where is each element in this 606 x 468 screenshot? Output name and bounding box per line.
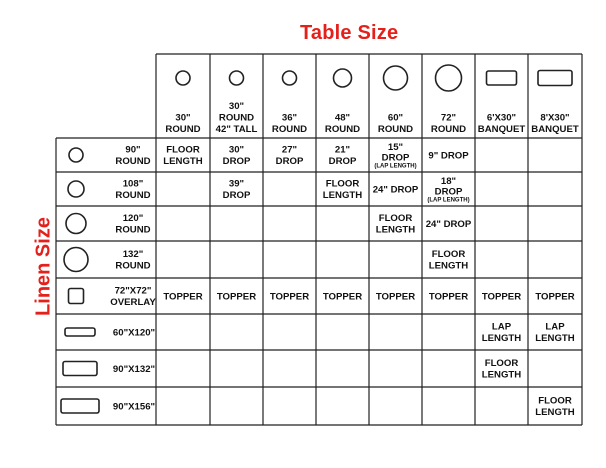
round-linen-icon bbox=[64, 248, 88, 272]
cell-value: 39" bbox=[228, 178, 245, 190]
column-header-label: 36" bbox=[281, 112, 298, 124]
cell-value: DROP bbox=[381, 152, 410, 164]
column-header-label: BANQUET bbox=[477, 124, 526, 135]
banquet-table-icon bbox=[538, 71, 572, 86]
rectangle-linen-icon bbox=[61, 399, 99, 413]
cell-note: (LAP LENGTH) bbox=[427, 197, 470, 204]
row-label: OVERLAY bbox=[110, 297, 156, 309]
round-linen-icon bbox=[68, 181, 84, 197]
row-label: 90" bbox=[125, 144, 141, 156]
cell-value: FLOOR bbox=[431, 249, 466, 261]
cell-value: TOPPER bbox=[428, 291, 469, 303]
column-header-label: 6'X30" bbox=[486, 112, 517, 124]
small-round-table-icon bbox=[283, 71, 297, 85]
square-overlay-icon bbox=[69, 289, 84, 304]
column-header-label: 60" bbox=[387, 112, 404, 124]
cell-value: LENGTH bbox=[322, 190, 363, 202]
banquet-table-icon bbox=[487, 71, 517, 85]
cell-value: TOPPER bbox=[216, 291, 257, 303]
cell-value: TOPPER bbox=[269, 291, 310, 303]
round-linen-icon bbox=[66, 214, 86, 234]
row-label: ROUND bbox=[115, 224, 151, 236]
column-header-label: 30" bbox=[228, 101, 245, 112]
row-label: ROUND bbox=[115, 156, 151, 168]
column-header-label: 8'X30" bbox=[540, 112, 570, 124]
cell-value: LENGTH bbox=[481, 369, 522, 381]
cell-note: (LAP LENGTH) bbox=[374, 163, 417, 170]
column-header-label: ROUND bbox=[165, 124, 201, 135]
small-round-table-icon bbox=[176, 71, 190, 85]
cell-value: DROP bbox=[275, 156, 304, 168]
large-round-table-icon bbox=[384, 66, 408, 90]
column-header-label: 42" TALL bbox=[215, 124, 258, 135]
cell-value: DROP bbox=[328, 156, 357, 168]
column-header-label: ROUND bbox=[324, 124, 361, 135]
cell-value: TOPPER bbox=[322, 291, 363, 303]
cell-value: DROP bbox=[222, 190, 251, 202]
cell-value: FLOOR bbox=[378, 213, 413, 225]
cell-value: LENGTH bbox=[163, 156, 203, 168]
cell-value: 18" bbox=[440, 176, 457, 188]
small-round-table-icon bbox=[230, 71, 244, 85]
round-linen-icon bbox=[69, 148, 83, 162]
column-header-label: ROUND bbox=[271, 124, 308, 135]
cell-value: LAP bbox=[545, 321, 565, 333]
row-label: 60"X120" bbox=[112, 327, 156, 339]
row-label: ROUND bbox=[115, 260, 151, 272]
cell-value: TOPPER bbox=[375, 291, 416, 303]
row-label: 120" bbox=[122, 213, 144, 225]
column-header-label: 48" bbox=[334, 112, 351, 124]
column-header-label: 72" bbox=[440, 112, 457, 124]
column-header-label: 30" bbox=[175, 112, 191, 124]
row-label: 108" bbox=[122, 178, 144, 190]
cell-value: 27" bbox=[281, 144, 298, 156]
column-header-label: BANQUET bbox=[531, 124, 579, 135]
cell-value: TOPPER bbox=[163, 291, 203, 303]
cell-value: LENGTH bbox=[535, 407, 575, 419]
cell-value: TOPPER bbox=[535, 291, 575, 303]
cell-value: FLOOR bbox=[325, 178, 360, 190]
cell-value: FLOOR bbox=[538, 395, 572, 407]
row-label: 90"X132" bbox=[112, 363, 156, 375]
xlarge-round-table-icon bbox=[436, 65, 462, 91]
cell-value: LENGTH bbox=[375, 224, 416, 236]
linen-size-title: Linen Size bbox=[32, 217, 55, 316]
rectangle-linen-icon bbox=[65, 328, 95, 336]
cell-value: LENGTH bbox=[428, 260, 469, 272]
cell-value: 24" DROP bbox=[372, 184, 419, 196]
column-header-label: ROUND bbox=[218, 112, 255, 124]
cell-value: 9" DROP bbox=[428, 150, 469, 162]
cell-value: 21" bbox=[334, 144, 351, 156]
cell-value: DROP bbox=[434, 186, 463, 198]
row-label: 72"X72" bbox=[114, 285, 152, 297]
column-header-label: ROUND bbox=[377, 124, 414, 135]
cell-value: 30" bbox=[228, 144, 245, 156]
cell-value: 15" bbox=[387, 142, 404, 154]
cell-value: LENGTH bbox=[481, 333, 522, 345]
medium-round-table-icon bbox=[334, 69, 352, 87]
cell-value: FLOOR bbox=[166, 144, 200, 156]
rectangle-linen-icon bbox=[63, 362, 97, 376]
column-header-label: ROUND bbox=[430, 124, 467, 135]
cell-value: 24" DROP bbox=[425, 218, 472, 230]
row-label: 132" bbox=[122, 249, 144, 261]
row-label: ROUND bbox=[115, 190, 151, 202]
cell-value: TOPPER bbox=[481, 291, 522, 303]
row-label: 90"X156" bbox=[112, 401, 156, 413]
table-size-title: Table Size bbox=[300, 22, 399, 44]
cell-value: LAP bbox=[491, 321, 512, 333]
cell-value: FLOOR bbox=[484, 358, 519, 370]
cell-value: DROP bbox=[222, 156, 251, 168]
cell-value: LENGTH bbox=[535, 333, 575, 345]
